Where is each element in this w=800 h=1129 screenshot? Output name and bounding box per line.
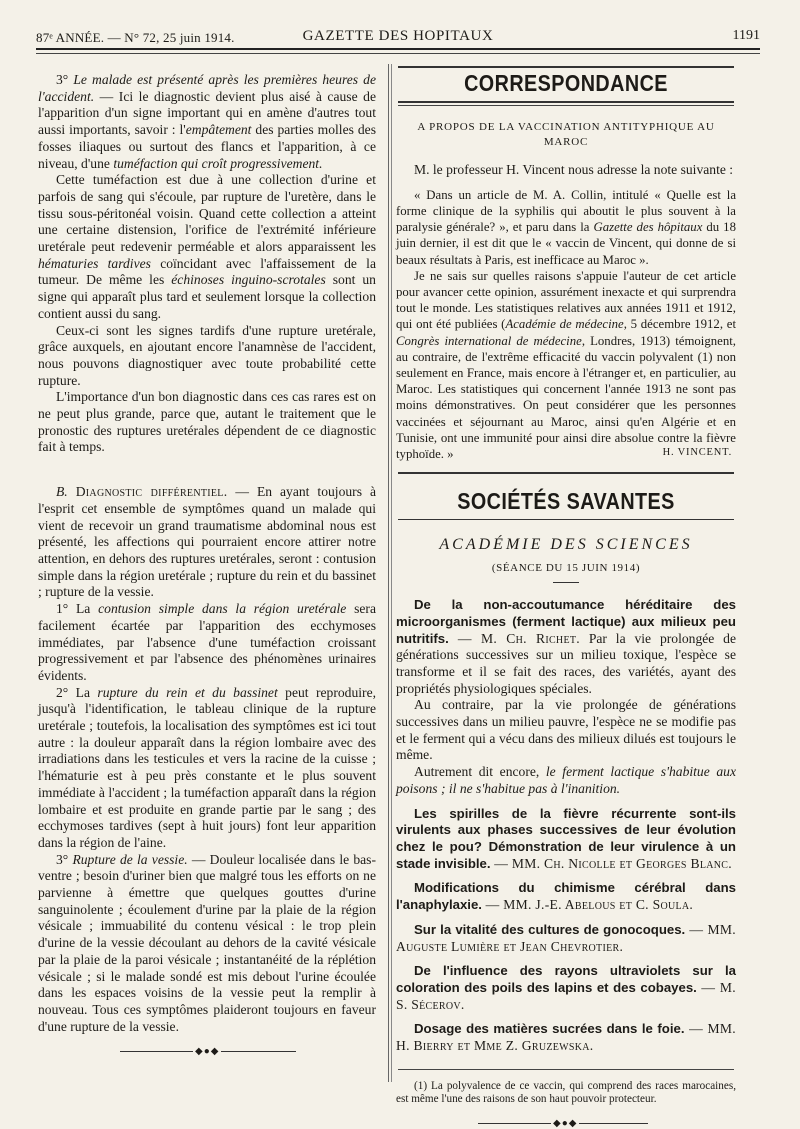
ornament-glyph: ◆●◆ (553, 1117, 578, 1129)
entry-title: Dosage des matières sucrées dans le foie. (414, 1021, 685, 1037)
text-run: — En ayant toujours à l'esprit cet ensemble de symptômes quand un malade qui vient de recevoir un grand traumatisme abdominal nous est présenté, les affections qui pourraient encore attirer notre attention, en dehors des ruptures uretérales, seront : contusion simple dans la région uretérale ; rupture du rein et du bassinet ; rupture de la vessie. (38, 484, 377, 600)
section-title: Diagnostic différentiel. (75, 484, 228, 500)
entry-title: Les spirilles de la fièvre récurrente sont-ils virulents aux phases successives de leur évolution chez le pou? Démonstration de leur virulence à un stade invisible. (396, 805, 736, 871)
list-number: 3° (56, 851, 69, 867)
italic-term: Rupture de la vessie. (72, 851, 188, 867)
correspondance-intro: M. le professeur H. Vincent nous adresse la note suivante : (414, 162, 734, 177)
left-column (38, 62, 376, 1057)
text-run: des parties molles des fosses iliaques ou surtout des flancs et l'apparition, à ce niveau, d'une (38, 122, 376, 171)
short-rule (553, 582, 579, 583)
academy-entry-1-para-2: Au contraire, par la vie prolongée de générations successives dans un milieu pauvre, l'espèce ne se modifie pas et le ferment qui a vécu dans des milieux dilués est toujours le même. (396, 697, 736, 763)
item-rupture-vessie (38, 852, 376, 1036)
section-letter: B. (56, 484, 68, 500)
item-contusion (38, 601, 376, 685)
text-run: sera facilement écartée par l'apparition des ecchymoses immédiates, par l'absence d'une tuméfaction croissant progressivement et par l'absence des phénomènes urinaires évidents. (38, 601, 376, 683)
footnote: (1) La polyvalence de ce vaccin, qui comprend des races marocaines, est même l'une des raisons de son haut pouvoir protecteur. (396, 1079, 736, 1106)
text-run: sont un signe qui apparaît plus tard et seulement lorsque la collection contient aussi du sang. (38, 272, 376, 321)
text-run: La (68, 601, 99, 617)
section-rule (398, 472, 734, 474)
entry-author: — MM. J.-E. Abelous et C. Soula. (481, 897, 694, 913)
text-run: « Dans un article de M. A. Collin, intitulé « Quelle est la forme clinique de la syphilis qui aboutit le plus souvent à la paralysie générale? », et paru dans la (396, 187, 736, 235)
italic-term: empâtement (185, 122, 252, 138)
section-rule (398, 66, 734, 68)
text-run: Cette tuméfaction est due à une collection d'urine et parfois de sang qui s'écoule, par rupture de l'uretère, dans le tissu sous-péritonéal voisin. Quand cette collection a atteint une certaine distension, l'orifice de l'extrémité inférieure uretérale peut redevenir perméable et alors apparaissent les (38, 172, 376, 255)
item-rupture-rein (38, 685, 376, 852)
section-rule-thin (398, 105, 734, 106)
text-run: Je ne sais sur quelles raisons s'appuie l'auteur de cet article pour avancer cette opinion, assurément inexacte et qui surprendra tout le monde. Les statistiques relatives aux années 1911 et 1912, qui ont été publiées ( (396, 268, 736, 332)
column-divider (388, 64, 389, 1082)
italic-term: contusion simple dans la région uretérale (98, 601, 347, 617)
list-number: 2° (56, 684, 69, 700)
seance-date: (SÉANCE DU 15 JUIN 1914) (491, 562, 641, 575)
section-diagnostic-differentiel (38, 484, 376, 601)
journal-title: GAZETTE DES HOPITAUX (302, 28, 494, 44)
ornament-glyph: ◆●◆ (195, 1046, 220, 1058)
entry-author: — MM. Ch. Nicolle et Georges Blanc. (490, 855, 732, 871)
running-header (36, 28, 760, 48)
page-number: 1191 (732, 28, 760, 43)
text-run: — Ici le diagnostic devient plus aisé à cause de l'apparition d'un signe important qui en amène d'autres tout aussi importants, savoir : l' (38, 88, 376, 138)
entry-author: — MM. Auguste Lumière et Jean Chevrotier. (396, 921, 737, 954)
italic-term: le ferment lactique s'habitue aux poisons ; il ne s'habitue pas à l'inanition. (396, 764, 736, 796)
text-run: du 18 juin dernier, il est dit que le « vaccin de Vincent, qui donne de si beaux résultats à Paris, est inefficace au Maroc ». (396, 220, 736, 267)
entry-title: De l'influence des rayons ultraviolets sur la coloration des poils des lapins et des cobayes. (396, 963, 736, 995)
letter-paragraph-1 (396, 187, 736, 268)
column-divider-secondary (391, 64, 392, 1082)
academy-entry-3 (396, 880, 736, 913)
text-run: , Londres, 1913) témoignent, au contraire, de l'extrême efficacité du vaccin polyvalent (1) non seulement en France, mais encore à l'étranger et, en particulier, au Maroc. Les statistiques qui concernent l'année 1913 ne sont pas moins démonstratives. On peut considérer que les personnes vaccinées et séjournant au Maroc, ainsi qu'en Algérie et en Tunisie, ont une immunité pour ainsi dire absolue contre la fièvre typhoïde. » (396, 333, 736, 461)
signature: H. VINCENT. (662, 447, 732, 459)
text-run: — Douleur localisée dans le bas-ventre ; besoin d'uriner bien que malgré tous les efforts on ne parvienne à émettre que quelques gouttes d'urine sanguinolente ; écoulement d'urine par la plaie de la région vésicale ; immuabilité du contenu vésical : le trop plein d'urine de la vessie découlant au dehors de la cavité vésicale par la plaie de la paroi vésicale ; instantanéité de la réplétion vésicale ; si le malade sondé est mis debout l'urine écoulée dans les espaces voisins de la vessie peut la remplir à nouveau. Tous ces symptômes plaideront toujours en faveur d'une rupture de la vessie. (38, 851, 376, 1034)
list-number: 3° (56, 72, 69, 87)
section-rule (398, 101, 734, 103)
italic-term: Gazette des hôpitaux (593, 220, 703, 235)
text-run: Autrement dit encore, (414, 764, 546, 780)
entry-author: — M. Ch. Richet. (448, 630, 580, 646)
entry-title: Sur la vitalité des cultures de gonocoques. (414, 921, 686, 937)
list-number: 1° (56, 601, 69, 617)
right-column (396, 62, 736, 1129)
header-rule-thick (36, 48, 760, 50)
italic-term: rupture du rein et du bassinet (97, 684, 278, 700)
academy-entry-1-para-3 (396, 764, 736, 797)
academy-entry-2 (396, 806, 736, 873)
vaccination-heading: A PROPOS DE LA VACCINATION ANTITYPHIQUE AU MAROC (417, 121, 715, 148)
academy-entry-4 (396, 922, 736, 955)
text-run: La (68, 684, 98, 700)
academy-entry-5 (396, 963, 736, 1013)
text-run: Par la vie prolongée de générations successives sur un milieu toxique, l'espèce se transforme et il se fait des races, des variétés, ayant des propriétés physiologiques spéciales. (396, 630, 736, 696)
footnote-rule (398, 1069, 734, 1070)
entry-title: De la non-accoutumance héréditaire des microorganismes (ferment lactique) aux milieux peu nutritifs. (396, 597, 736, 646)
societes-savantes-title: SOCIÉTÉS SAVANTES (457, 488, 675, 515)
entry-author: — MM. H. Bierry et Mme Z. Gruzewska. (396, 1021, 737, 1054)
academy-entry-6 (396, 1021, 736, 1054)
issue-info: 87ᵉ ANNÉE. — N° 72, 25 juin 1914. (36, 30, 235, 45)
section-rule-thin (398, 519, 734, 520)
paragraph-tumefaction (38, 172, 376, 322)
paragraph-presentation-tardive (38, 72, 376, 172)
italic-term: Académie de médecine (505, 317, 624, 332)
text-run: coïncidant avec l'affaissement de la tumeur. De même les (38, 255, 376, 288)
entry-author: — M. S. Sécerov. (396, 979, 736, 1012)
letter-paragraph-2 (396, 268, 736, 462)
entry-title: Modifications du chimisme cérébral dans l'anaphylaxie. (396, 880, 736, 913)
text-run: , 5 décembre 1912, et (623, 317, 736, 332)
correspondance-title: CORRESPONDANCE (464, 70, 668, 96)
italic-heading: Le malade est présenté après les premières heures de l'accident. (38, 72, 376, 104)
header-rule-thin (36, 53, 760, 54)
paragraph-signes-tardifs: Ceux-ci sont les signes tardifs d'une rupture uretérale, grâce auxquels, en ajoutant encore l'anamnèse de l'accident, nous pouvons diagnostiquer avec toute probabilité cette rupture. (38, 322, 376, 388)
end-ornament (38, 1047, 376, 1057)
italic-term: échinoses inguino-scrotales (171, 272, 326, 288)
italic-term: tuméfaction qui croît progressivement. (113, 155, 323, 171)
academie-title: ACADÉMIE DES SCIENCES (439, 536, 693, 554)
italic-term: hématuries tardives (38, 255, 151, 271)
text-run: peut reproduire, jusqu'à l'identification, le tableau clinique de la rupture uretérale ; toutefois, la localisation des symptômes est ici tout autre : la douleur apparaît dans la région lombaire avec des irradiations dans les testicules et vers la racine de la cuisse ; l'hématurie est à peu près constante et le plus souvent immédiate à l'accident ; la tuméfaction apparaît dans la région lombaire et est produite en grande partie par le sang ; des ecchymoses tardives (sept à huit jours) font leur apparition dans la région de l'aine. (38, 684, 377, 850)
end-ornament (396, 1119, 736, 1129)
italic-term: Congrès international de médecine (396, 333, 582, 348)
paragraph-importance: L'importance d'un bon diagnostic dans ces cas rares est on ne peut plus grande, parce que, autant le traitement que le pronostic des ruptures uretérales dépendent de ce diagnostic fait à temps. (38, 389, 376, 455)
academy-entry-1 (396, 597, 736, 697)
